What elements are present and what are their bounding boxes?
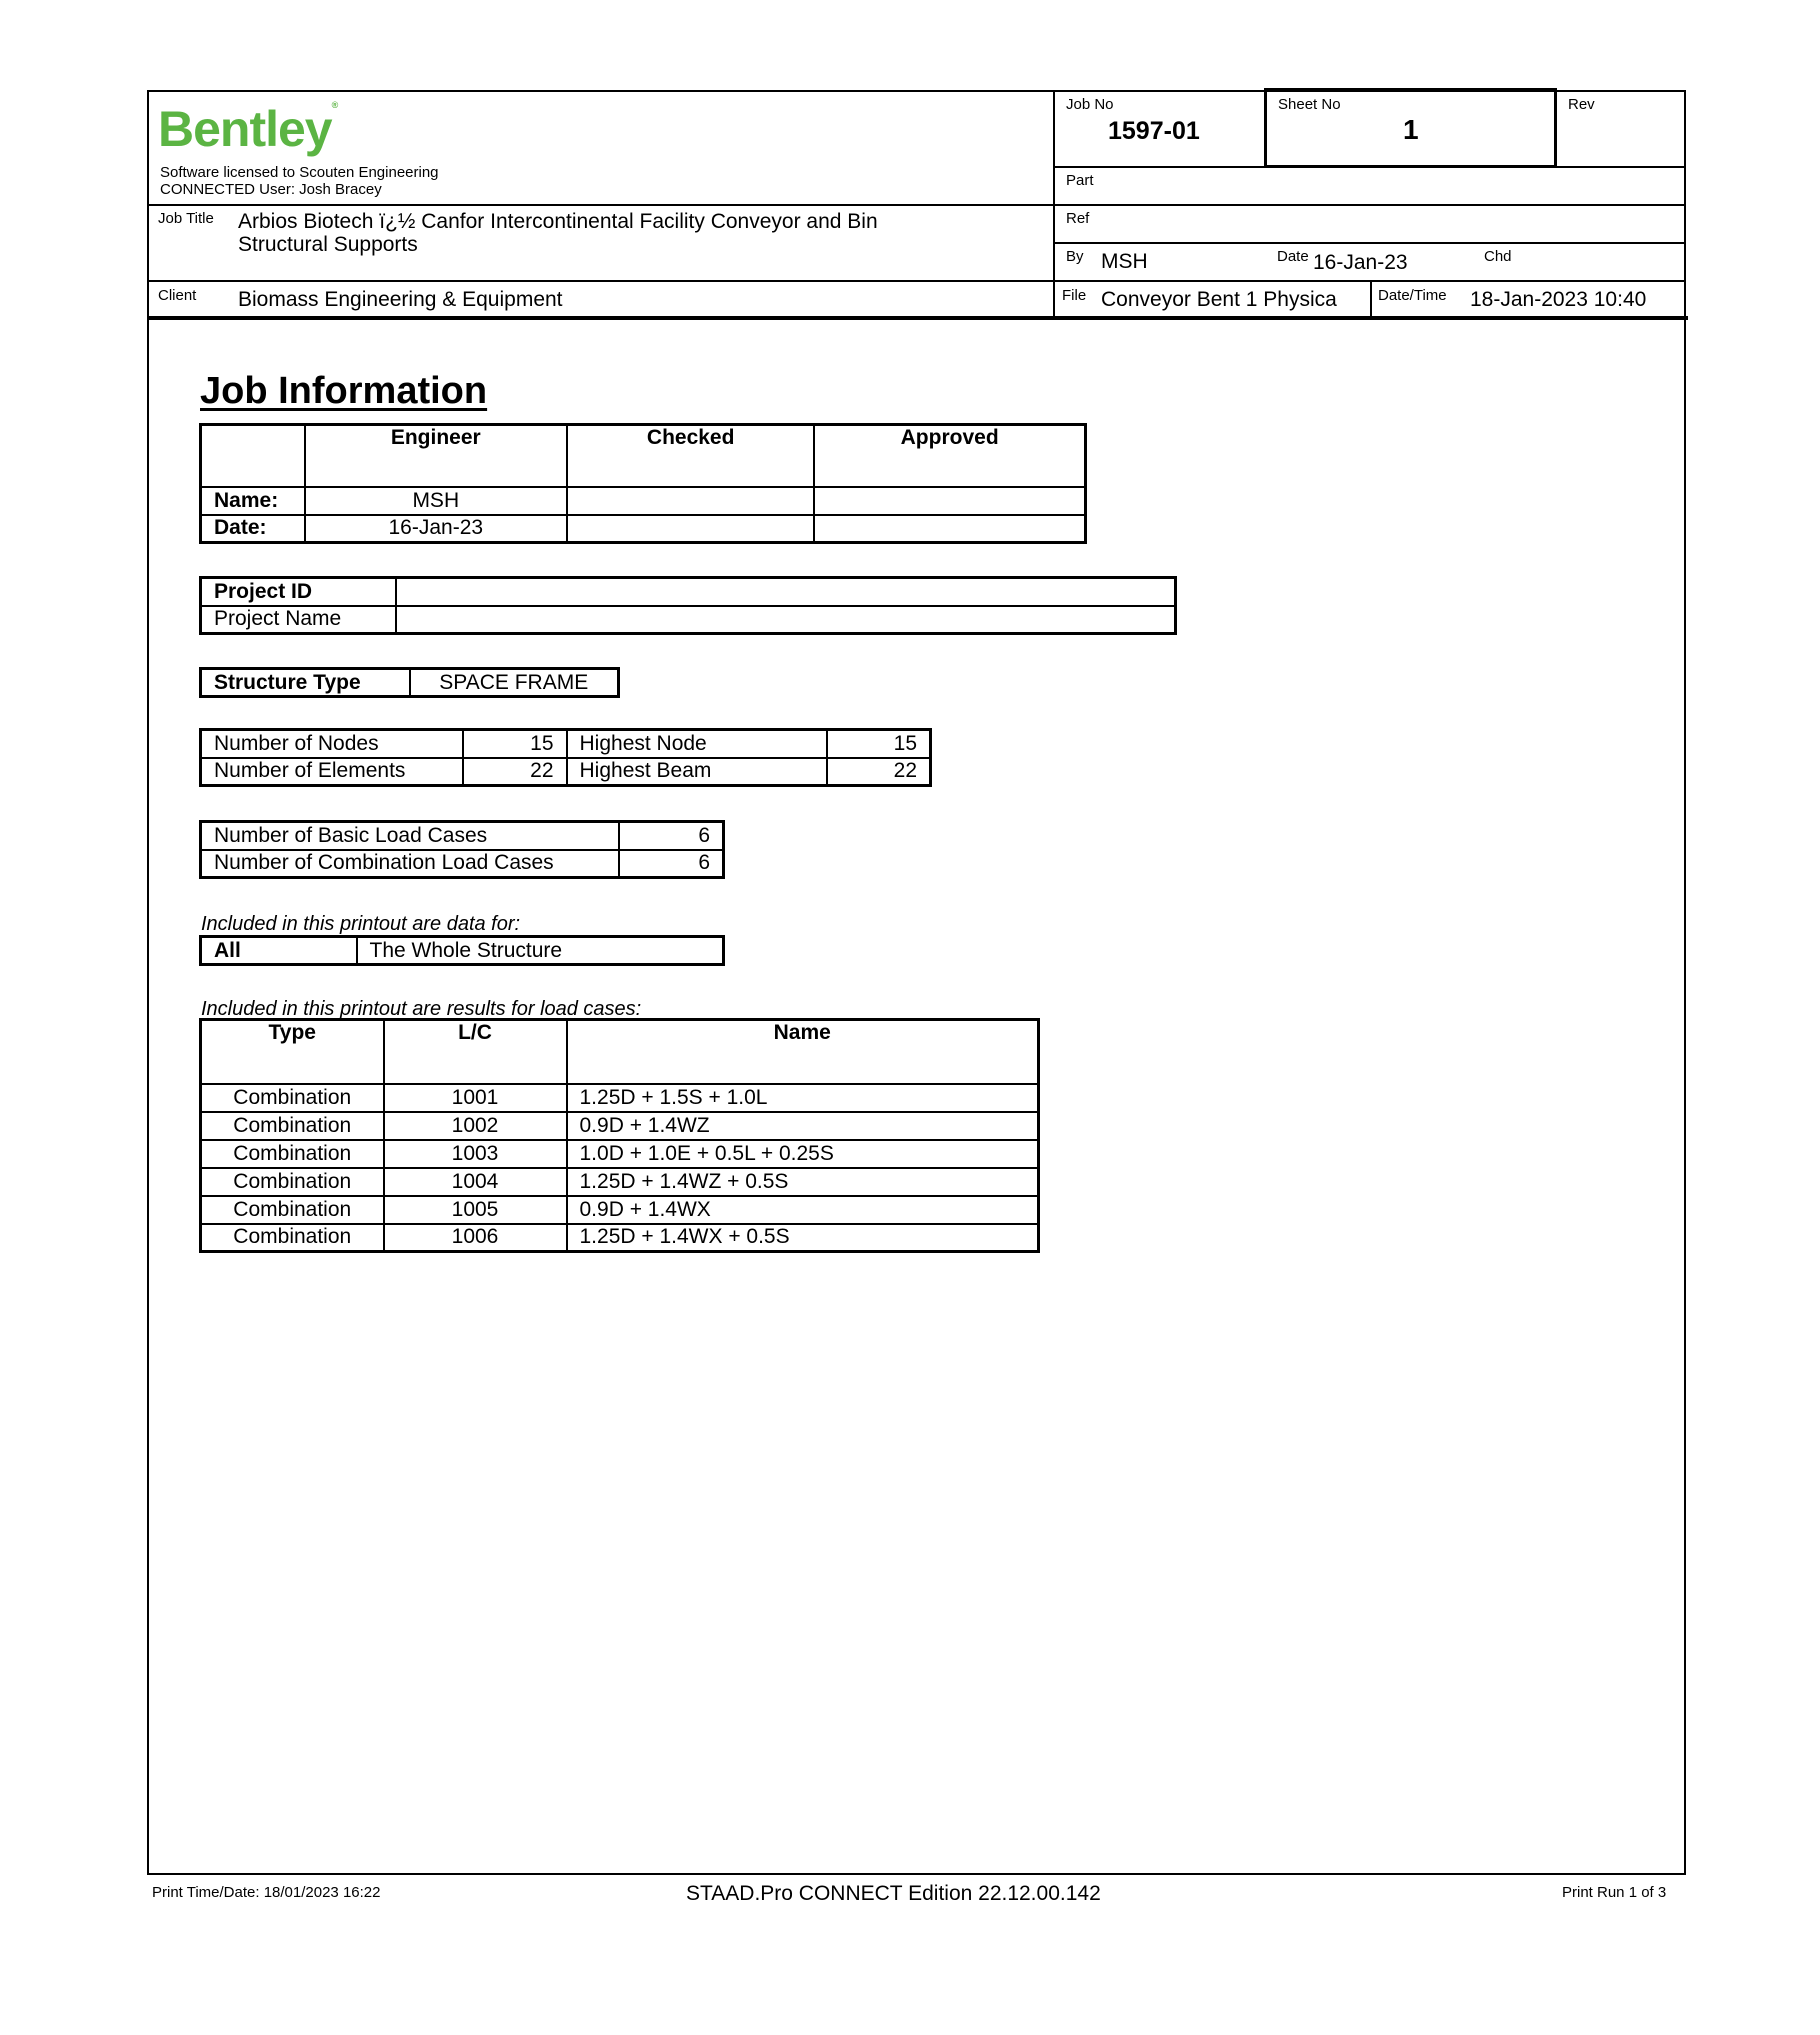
data-scope-table xyxy=(199,935,725,966)
approval-approved-date xyxy=(814,515,1085,543)
result-lc: 1002 xyxy=(384,1112,567,1140)
result-type: Combination xyxy=(201,1196,384,1224)
nodes-label: Number of Nodes xyxy=(201,730,463,758)
table-row xyxy=(201,1196,1039,1224)
result-lc: 1005 xyxy=(384,1196,567,1224)
date-label: Date xyxy=(1277,248,1309,265)
file-value: Conveyor Bent 1 Physica xyxy=(1101,288,1337,311)
counts-table xyxy=(199,728,932,787)
result-type: Combination xyxy=(201,1224,384,1252)
date-value: 16-Jan-23 xyxy=(1313,251,1408,274)
basic-load-cases-label: Number of Basic Load Cases xyxy=(201,822,619,850)
project-name-label: Project Name xyxy=(201,606,396,634)
header-divider-3 xyxy=(1053,242,1686,244)
elements-label: Number of Elements xyxy=(201,758,463,786)
result-lc: 1003 xyxy=(384,1140,567,1168)
result-type: Combination xyxy=(201,1084,384,1112)
file-label: File xyxy=(1062,287,1087,304)
rev-label: Rev xyxy=(1568,96,1595,113)
license-line-1: Software licensed to Scouten Engineering xyxy=(160,164,439,181)
header-vertical-file xyxy=(1370,280,1372,318)
result-lc: 1006 xyxy=(384,1224,567,1252)
page-title: Job Information xyxy=(200,370,488,412)
result-type: Combination xyxy=(201,1140,384,1168)
results-header-name: Name xyxy=(567,1020,1039,1084)
result-name: 0.9D + 1.4WZ xyxy=(567,1112,1039,1140)
datetime-label: Date/Time xyxy=(1378,287,1447,304)
table-row xyxy=(201,1168,1039,1196)
footer-print-run: Print Run 1 of 3 xyxy=(1562,1884,1667,1901)
data-caption: Included in this printout are data for: xyxy=(201,913,521,935)
highest-beam-value: 22 xyxy=(827,758,931,786)
result-name: 0.9D + 1.4WX xyxy=(567,1196,1039,1224)
sheet-no-label: Sheet No xyxy=(1278,96,1341,113)
project-table xyxy=(199,576,1177,635)
approval-engineer-date: 16-Jan-23 xyxy=(305,515,568,543)
header-bottom-rule xyxy=(147,316,1688,320)
combination-load-cases-value: 6 xyxy=(619,850,724,878)
approval-engineer-name: MSH xyxy=(305,487,568,515)
table-row xyxy=(201,1112,1039,1140)
results-header-type: Type xyxy=(201,1020,384,1084)
data-scope-value: The Whole Structure xyxy=(357,937,724,965)
highest-node-value: 15 xyxy=(827,730,931,758)
results-caption: Included in this printout are results for load cases: xyxy=(201,998,642,1020)
part-label: Part xyxy=(1066,172,1094,189)
by-label: By xyxy=(1066,248,1084,265)
header-divider-4 xyxy=(147,280,1686,282)
bentley-logo: Bentley® xyxy=(158,100,338,157)
project-id-value xyxy=(396,578,1176,606)
load-cases-table xyxy=(199,820,725,879)
approval-corner-cell xyxy=(201,425,305,487)
table-row xyxy=(201,1084,1039,1112)
project-name-value xyxy=(396,606,1176,634)
page-frame xyxy=(147,90,1686,1875)
results-table xyxy=(199,1018,1040,1253)
result-type: Combination xyxy=(201,1168,384,1196)
basic-load-cases-value: 6 xyxy=(619,822,724,850)
datetime-value: 18-Jan-2023 10:40 xyxy=(1470,288,1647,311)
result-name: 1.25D + 1.5S + 1.0L xyxy=(567,1084,1039,1112)
project-id-label: Project ID xyxy=(201,578,396,606)
table-row xyxy=(201,1140,1039,1168)
license-line-2: CONNECTED User: Josh Bracey xyxy=(160,181,382,198)
approval-header-engineer: Engineer xyxy=(305,425,568,487)
data-scope-label: All xyxy=(201,937,357,965)
combination-load-cases-label: Number of Combination Load Cases xyxy=(201,850,619,878)
structure-type-value: SPACE FRAME xyxy=(410,669,619,697)
result-lc: 1001 xyxy=(384,1084,567,1112)
header-divider-2 xyxy=(147,204,1686,206)
structure-type-table xyxy=(199,667,620,698)
table-row xyxy=(201,1224,1039,1252)
approval-checked-date xyxy=(567,515,814,543)
highest-node-label: Highest Node xyxy=(567,730,827,758)
results-header-lc: L/C xyxy=(384,1020,567,1084)
chd-label: Chd xyxy=(1484,248,1512,265)
result-type: Combination xyxy=(201,1112,384,1140)
approval-table xyxy=(199,423,1087,544)
client-value: Biomass Engineering & Equipment xyxy=(238,288,563,311)
by-value: MSH xyxy=(1101,250,1148,273)
approval-approved-name xyxy=(814,487,1085,515)
job-no-value: 1597-01 xyxy=(1108,117,1200,145)
job-title-line-1: Arbios Biotech ï¿½ Canfor Intercontinental Facility Conveyor and Bin xyxy=(238,210,878,233)
footer-print-time: Print Time/Date: 18/01/2023 16:22 xyxy=(152,1884,381,1901)
result-name: 1.25D + 1.4WZ + 0.5S xyxy=(567,1168,1039,1196)
client-label: Client xyxy=(158,287,197,304)
sheet-no-value: 1 xyxy=(1403,114,1419,145)
footer-edition: STAAD.Pro CONNECT Edition 22.12.00.142 xyxy=(686,1882,1101,1905)
job-title-line-2: Structural Supports xyxy=(238,233,418,256)
approval-header-checked: Checked xyxy=(567,425,814,487)
approval-date-label: Date: xyxy=(201,515,305,543)
ref-label: Ref xyxy=(1066,210,1090,227)
highest-beam-label: Highest Beam xyxy=(567,758,827,786)
approval-header-approved: Approved xyxy=(814,425,1085,487)
nodes-value: 15 xyxy=(463,730,567,758)
result-lc: 1004 xyxy=(384,1168,567,1196)
approval-name-label: Name: xyxy=(201,487,305,515)
result-name: 1.25D + 1.4WX + 0.5S xyxy=(567,1224,1039,1252)
result-name: 1.0D + 1.0E + 0.5L + 0.25S xyxy=(567,1140,1039,1168)
elements-value: 22 xyxy=(463,758,567,786)
approval-checked-name xyxy=(567,487,814,515)
job-title-label: Job Title xyxy=(158,210,214,227)
header-vertical-main xyxy=(1053,90,1055,318)
structure-type-label: Structure Type xyxy=(201,669,410,697)
logo-text: Bentley xyxy=(158,101,332,157)
job-no-label: Job No xyxy=(1066,96,1114,113)
